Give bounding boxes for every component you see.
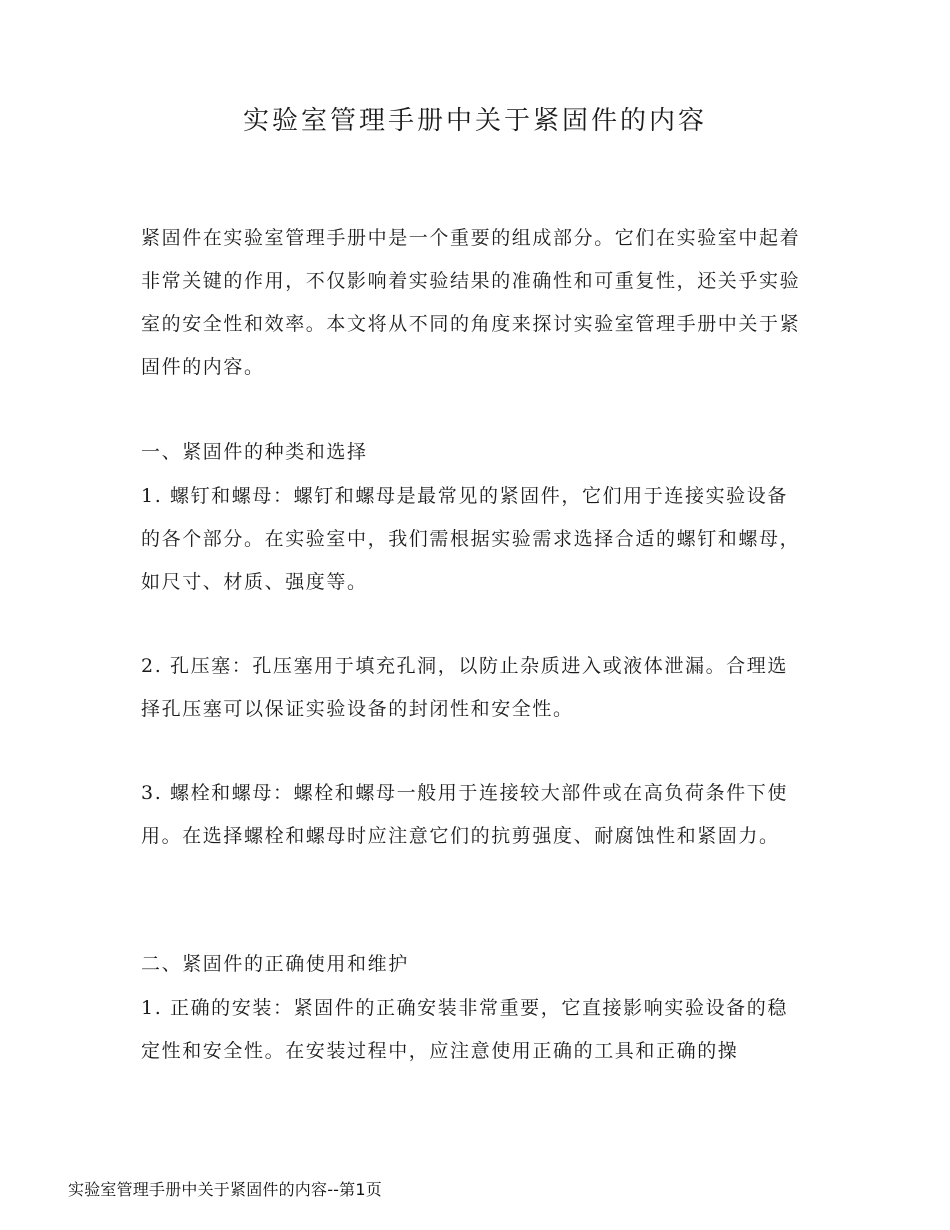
section1-item-2: 2. 孔压塞：孔压塞用于填充孔洞，以防止杂质进入或液体泄漏。合理选择孔压塞可以保证实验设备的封闭性和安全性。 [141,655,788,720]
intro-paragraph: 紧固件在实验室管理手册中是一个重要的组成部分。它们在实验室中起着非常关键的作用，不仅影响着实验结果的准确性和可重复性，还关乎实验室的安全性和效率。本文将从不同的角度来探讨实验室管理手册中关于紧固件的内容。 [141,227,801,378]
section1-item-1: 1. 螺钉和螺母：螺钉和螺母是最常见的紧固件，它们用于连接实验设备的各个部分。在实验室中，我们需根据实验需求选择合适的螺钉和螺母，如尺寸、材质、强度等。 [141,485,801,593]
section1-item-3: 3. 螺栓和螺母：螺栓和螺母一般用于连接较大部件或在高负荷条件下使用。在选择螺栓和螺母时应注意它们的抗剪强度、耐腐蚀性和紧固力。 [141,782,788,847]
page-footer: 实验室管理手册中关于紧固件的内容--第1页 [68,1180,382,1199]
section-heading-2: 二、紧固件的正确使用和维护 [141,953,409,975]
section2-item-1: 1. 正确的安装：紧固件的正确安装非常重要，它直接影响实验设备的稳定性和安全性。在安装过程中，应注意使用正确的工具和正确的操 [141,997,788,1062]
document-title: 实验室管理手册中关于紧固件的内容 [242,106,707,136]
section-heading-1: 一、紧固件的种类和选择 [141,441,368,463]
